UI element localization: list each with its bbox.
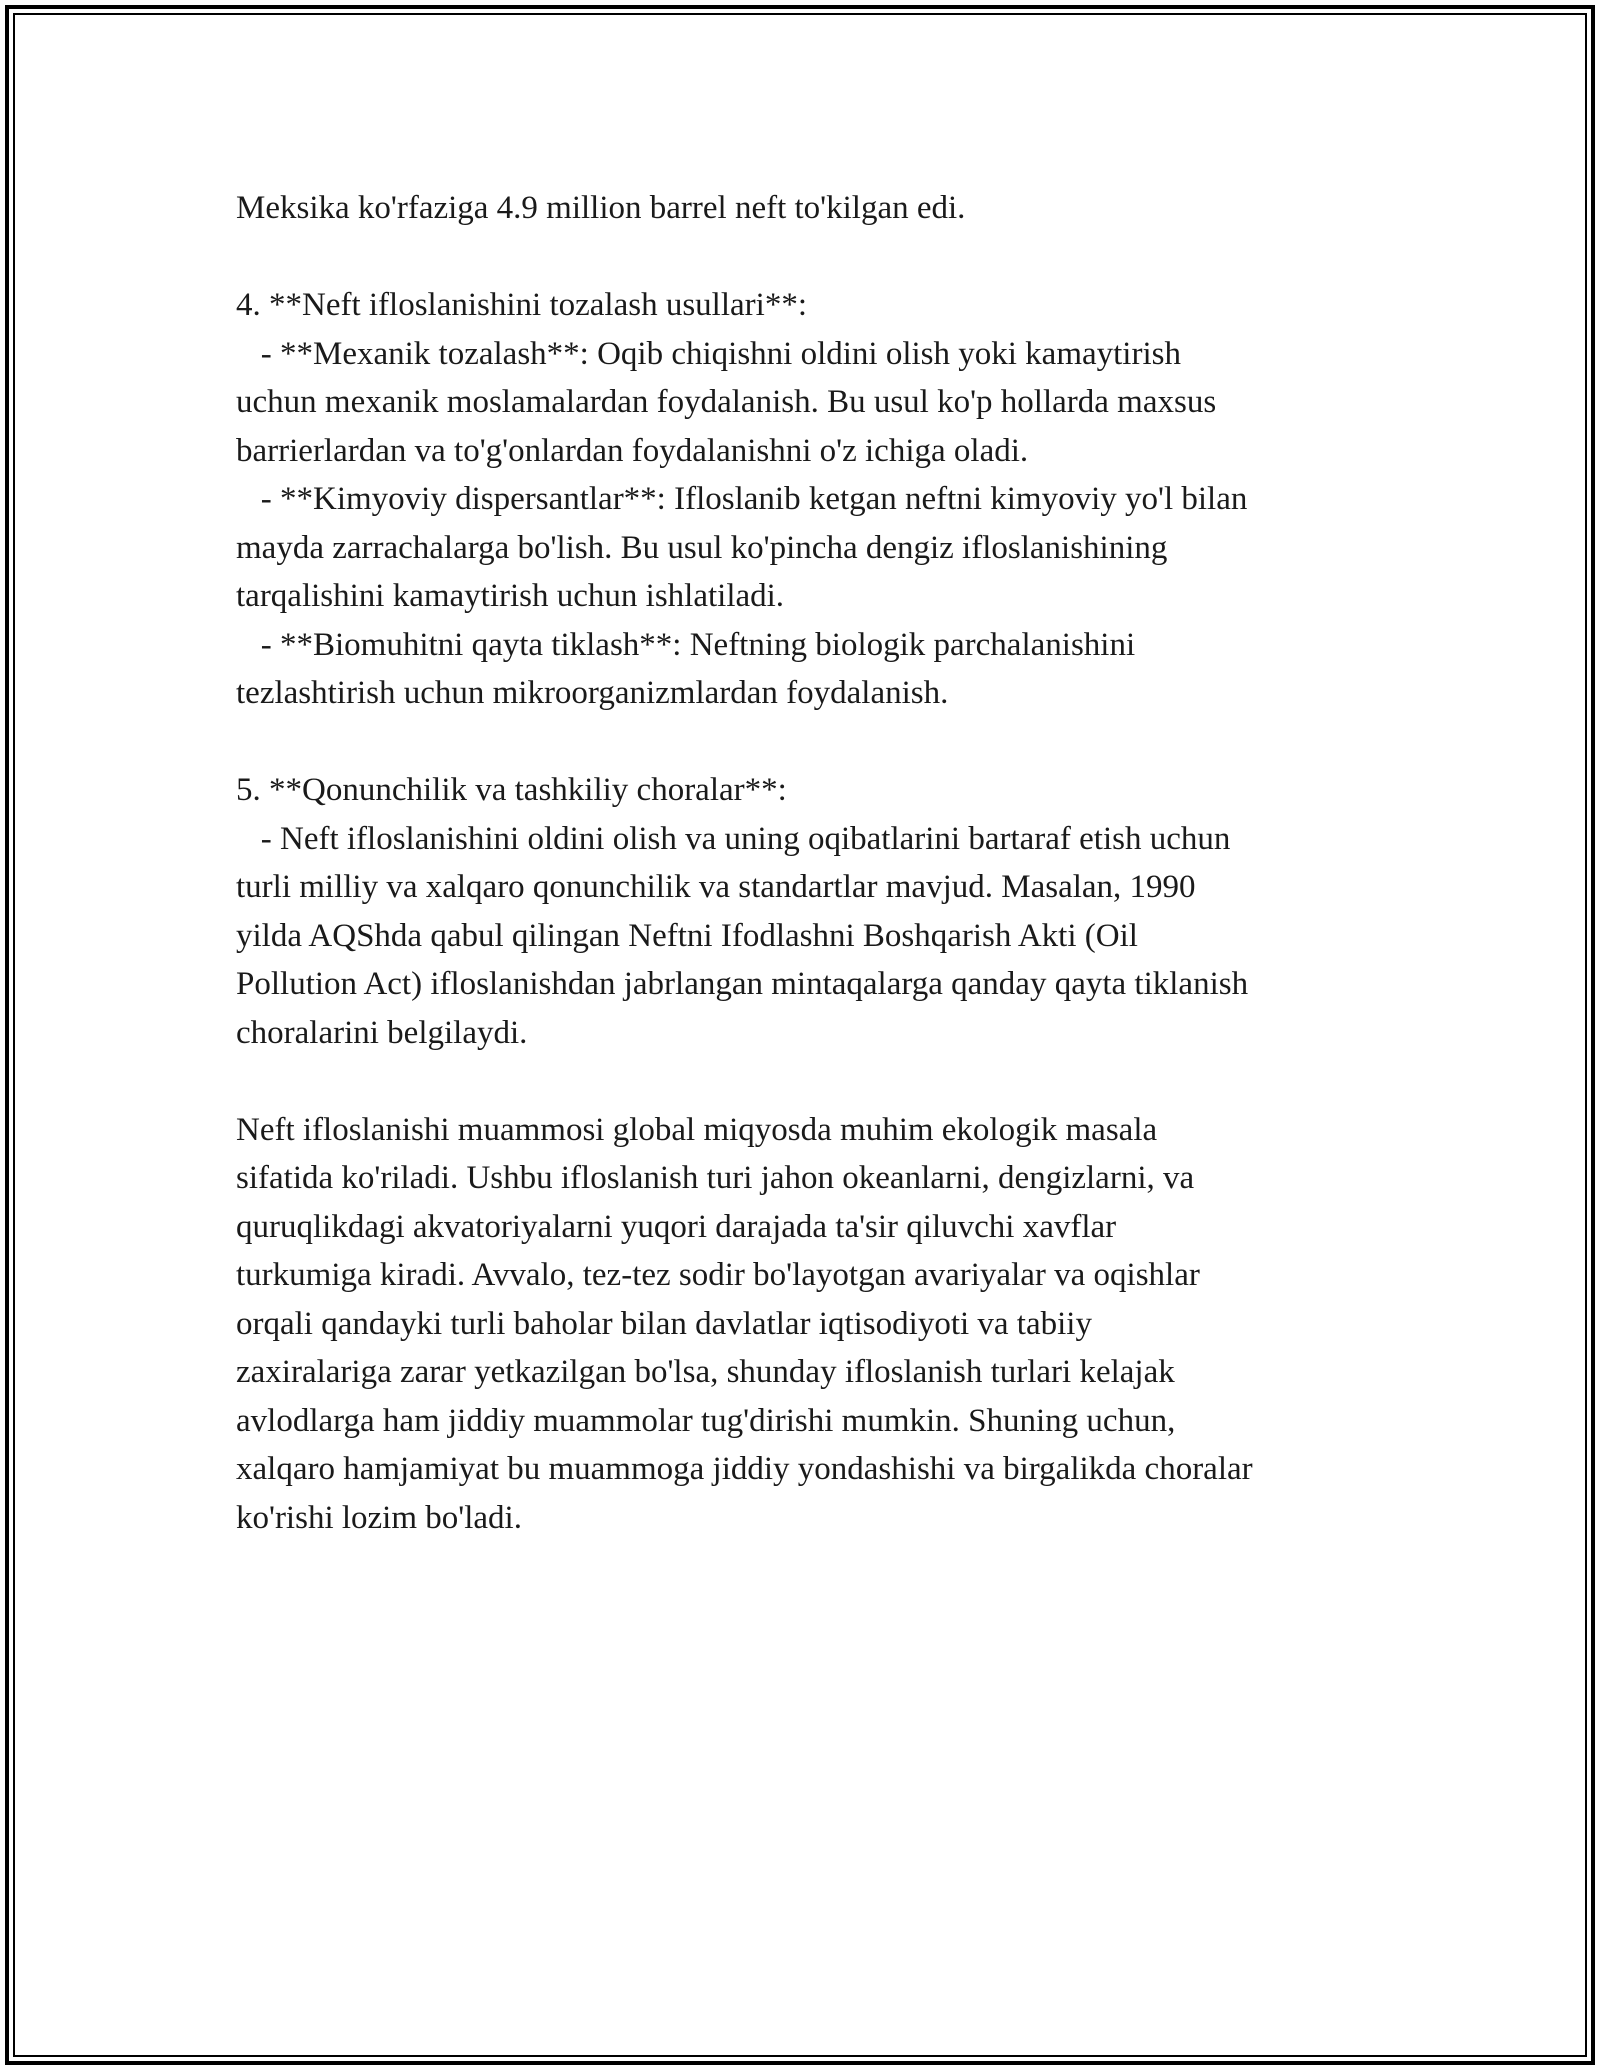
section-4-item-2-line: mayda zarrachalarga bo'lish. Bu usul ko'pincha dengiz ifloslanishining — [236, 529, 1168, 566]
section-5-item-1-line: Pollution Act) ifloslanishdan jabrlangan mintaqalarga qanday qayta tiklanish — [236, 966, 1249, 1002]
section-4-item-1-line: barrierlardan va to'g'onlardan foydalanishni o'z ichiga oladi. — [236, 432, 1029, 469]
conclusion-line: sifatida ko'riladi. Ushbu ifloslanish turi jahon okeanlarni, dengizlarni, va — [236, 1160, 1195, 1196]
conclusion-line: ko'rishi lozim bo'ladi. — [236, 1499, 522, 1536]
conclusion-line: xalqaro hamjamiyat bu muammoga jiddiy yondashishi va birgalikda choralar — [236, 1451, 1253, 1487]
paragraph-gap — [236, 718, 1396, 767]
conclusion-line: orqali qandayki turli baholar bilan davlatlar iqtisodiyoti va tabiiy — [236, 1305, 1092, 1342]
section-5-item-1-line: yilda AQShda qabul qilingan Neftni Ifodlashni Boshqarish Akti (Oil — [236, 917, 1138, 954]
paragraph-line: Meksika ko'rfaziga 4.9 million barrel neft to'kilgan edi. — [236, 190, 966, 226]
conclusion-line: quruqlikdagi akvatoriyalarni yuqori darajada ta'sir qiluvchi xavflar — [236, 1208, 1117, 1245]
section-4-item-1-line: uchun mexanik moslamalardan foydalanish. Bu usul ko'p hollarda maxsus — [236, 384, 1217, 420]
section-5-heading: 5. **Qonunchilik va tashkiliy choralar**: — [236, 772, 787, 808]
section-5-item-1-line: turli milliy va xalqaro qonunchilik va standartlar mavjud. Masalan, 1990 — [236, 869, 1196, 905]
conclusion-line: turkumiga kiradi. Avvalo, tez-tez sodir bo'layotgan avariyalar va oqishlar — [236, 1257, 1200, 1293]
conclusion-line: Neft ifloslanishi muammosi global miqyosda muhim ekologik masala — [236, 1111, 1158, 1148]
section-4-item-3-line: - **Biomuhitni qayta tiklash**: Neftning biologik parchalanishini — [236, 626, 1136, 663]
section-5-item-1-line: choralarini belgilaydi. — [236, 1014, 528, 1051]
section-4-item-2-line: tarqalishini kamaytirish uchun ishlatiladi. — [236, 578, 785, 614]
section-4-item-1-line: - **Mexanik tozalash**: Oqib chiqishni oldini olish yoki kamaytirish — [236, 335, 1181, 372]
section-4-item-3-line: tezlashtirish uchun mikroorganizmlardan foydalanish. — [236, 675, 949, 711]
paragraph-gap — [236, 233, 1396, 282]
document-body — [236, 184, 1396, 1542]
paragraph-gap — [236, 1057, 1396, 1106]
section-5-item-1-line: - Neft ifloslanishini oldini olish va uning oqibatlarini bartaraf etish uchun — [236, 820, 1231, 857]
conclusion-line: avlodlarga ham jiddiy muammolar tug'dirishi mumkin. Shuning uchun, — [236, 1402, 1176, 1439]
section-4-heading: 4. **Neft ifloslanishini tozalash usullari**: — [236, 287, 807, 323]
conclusion-line: zaxiralariga zarar yetkazilgan bo'lsa, shunday ifloslanish turlari kelajak — [236, 1354, 1175, 1390]
section-4-item-2-line: - **Kimyoviy dispersantlar**: Ifloslanib ketgan neftni kimyoviy yo'l bilan — [236, 481, 1248, 517]
